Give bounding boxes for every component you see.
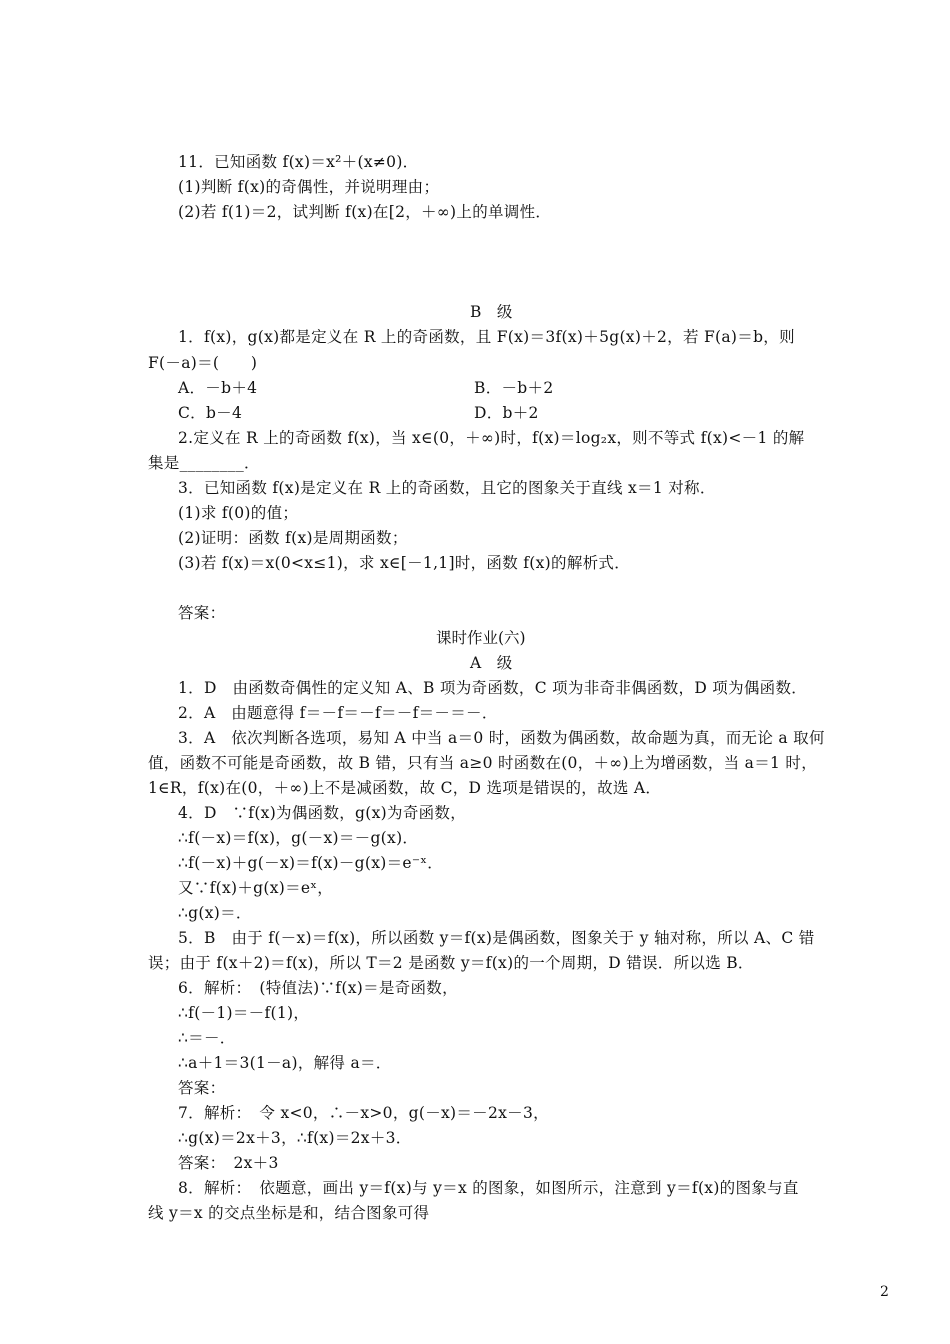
- answer-line: 6．解析： (特值法)∵f(x)＝是奇函数，: [178, 979, 458, 997]
- answer-line: ∴g(x)＝．: [178, 904, 252, 922]
- problem-11-part1: (1)判断 f(x)的奇偶性，并说明理由；: [178, 178, 440, 196]
- answer-line: ∴＝－．: [178, 1029, 236, 1047]
- answer-line: ∴f(－x)＝f(x)，g(－x)＝－g(x)．: [178, 829, 419, 847]
- answer-line: 7．解析： 令 x<0，∴－x>0，g(－x)＝－2x－3，: [178, 1104, 549, 1122]
- answer-line: 3．A 依次判断各选项，易知 A 中当 a＝0 时，函数为偶函数，故命题为真，而无论 a 取何: [178, 729, 825, 747]
- answer-line: 答案： 2x＋3: [178, 1154, 279, 1172]
- answers-title: 课时作业(六): [436, 629, 526, 647]
- answer-line: 1∈R，f(x)在(0，＋∞)上不是减函数，故 C，D 选项是错误的，故选 A．: [148, 779, 662, 797]
- page-number: 2: [880, 1284, 889, 1300]
- b1-option-b: B．－b＋2: [474, 379, 554, 397]
- answer-line: ∴a＋1＝3(1－a)，解得 a＝．: [178, 1054, 392, 1072]
- b1-option-a: A．－b＋4: [178, 379, 258, 397]
- answers-level-a: A 级: [470, 654, 513, 672]
- b1-line1: 1．f(x)，g(x)都是定义在 R 上的奇函数，且 F(x)＝3f(x)＋5g(x)＋2，若 F(a)＝b，则: [178, 328, 795, 346]
- answer-line: 5．B 由于 f(－x)＝f(x)，所以函数 y＝f(x)是偶函数，图象关于 y 轴对称，所以 A、C 错: [178, 929, 815, 947]
- b1-option-c: C．b－4: [178, 404, 243, 422]
- answers-label: 答案：: [178, 604, 226, 622]
- b1-option-d: D．b＋2: [474, 404, 539, 422]
- answer-line: 误；由于 f(x＋2)＝f(x)，所以 T＝2 是函数 y＝f(x)的一个周期，D 错误．所以选 B．: [148, 954, 754, 972]
- level-b-heading: B 级: [470, 303, 513, 321]
- answer-line: 线 y＝x 的交点坐标是和，结合图象可得: [148, 1204, 430, 1222]
- b1-line2: F(－a)＝( ): [148, 354, 258, 372]
- b2-line2: 集是________．: [148, 454, 260, 472]
- b3-part2: (2)证明：函数 f(x)是周期函数；: [178, 529, 408, 547]
- answer-line: 又∵f(x)＋g(x)＝eˣ，: [178, 879, 334, 897]
- answer-line: ∴g(x)＝2x＋3，∴f(x)＝2x＋3．: [178, 1129, 412, 1147]
- b3-stem: 3．已知函数 f(x)是定义在 R 上的奇函数，且它的图象关于直线 x＝1 对称．: [178, 479, 716, 497]
- answer-line: ∴f(－1)＝－f(1)，: [178, 1004, 310, 1022]
- answer-line: ∴f(－x)＋g(－x)＝f(x)－g(x)＝e⁻ˣ．: [178, 854, 444, 872]
- problem-11-part2: (2)若 f(1)＝2，试判断 f(x)在[2，＋∞)上的单调性．: [178, 203, 552, 221]
- answer-line: 2．A 由题意得 f＝－f＝－f＝－f＝－＝－．: [178, 704, 498, 722]
- answer-line: 1．D 由函数奇偶性的定义知 A、B 项为奇函数，C 项为非奇非偶函数，D 项为偶函数．: [178, 679, 808, 697]
- b2-line1: 2.定义在 R 上的奇函数 f(x)，当 x∈(0，＋∞)时，f(x)＝log₂x，则不等式 f(x)<－1 的解: [178, 429, 805, 447]
- answer-line: 8．解析： 依题意，画出 y＝f(x)与 y＝x 的图象，如图所示，注意到 y＝f(x)的图象与直: [178, 1179, 799, 1197]
- b3-part3: (3)若 f(x)＝x(0<x≤1)，求 x∈[－1,1]时，函数 f(x)的解析式．: [178, 554, 631, 572]
- answer-line: 值，函数不可能是奇函数，故 B 错，只有当 a≥0 时函数在(0，＋∞)上为增函数，当 a＝1 时，: [148, 754, 818, 772]
- b3-part1: (1)求 f(0)的值；: [178, 504, 299, 522]
- answer-line: 4．D ∵f(x)为偶函数，g(x)为奇函数，: [178, 804, 467, 822]
- answer-line: 答案：: [178, 1079, 226, 1097]
- problem-11-stem: 11．已知函数 f(x)＝x²＋(x≠0)．: [178, 153, 419, 171]
